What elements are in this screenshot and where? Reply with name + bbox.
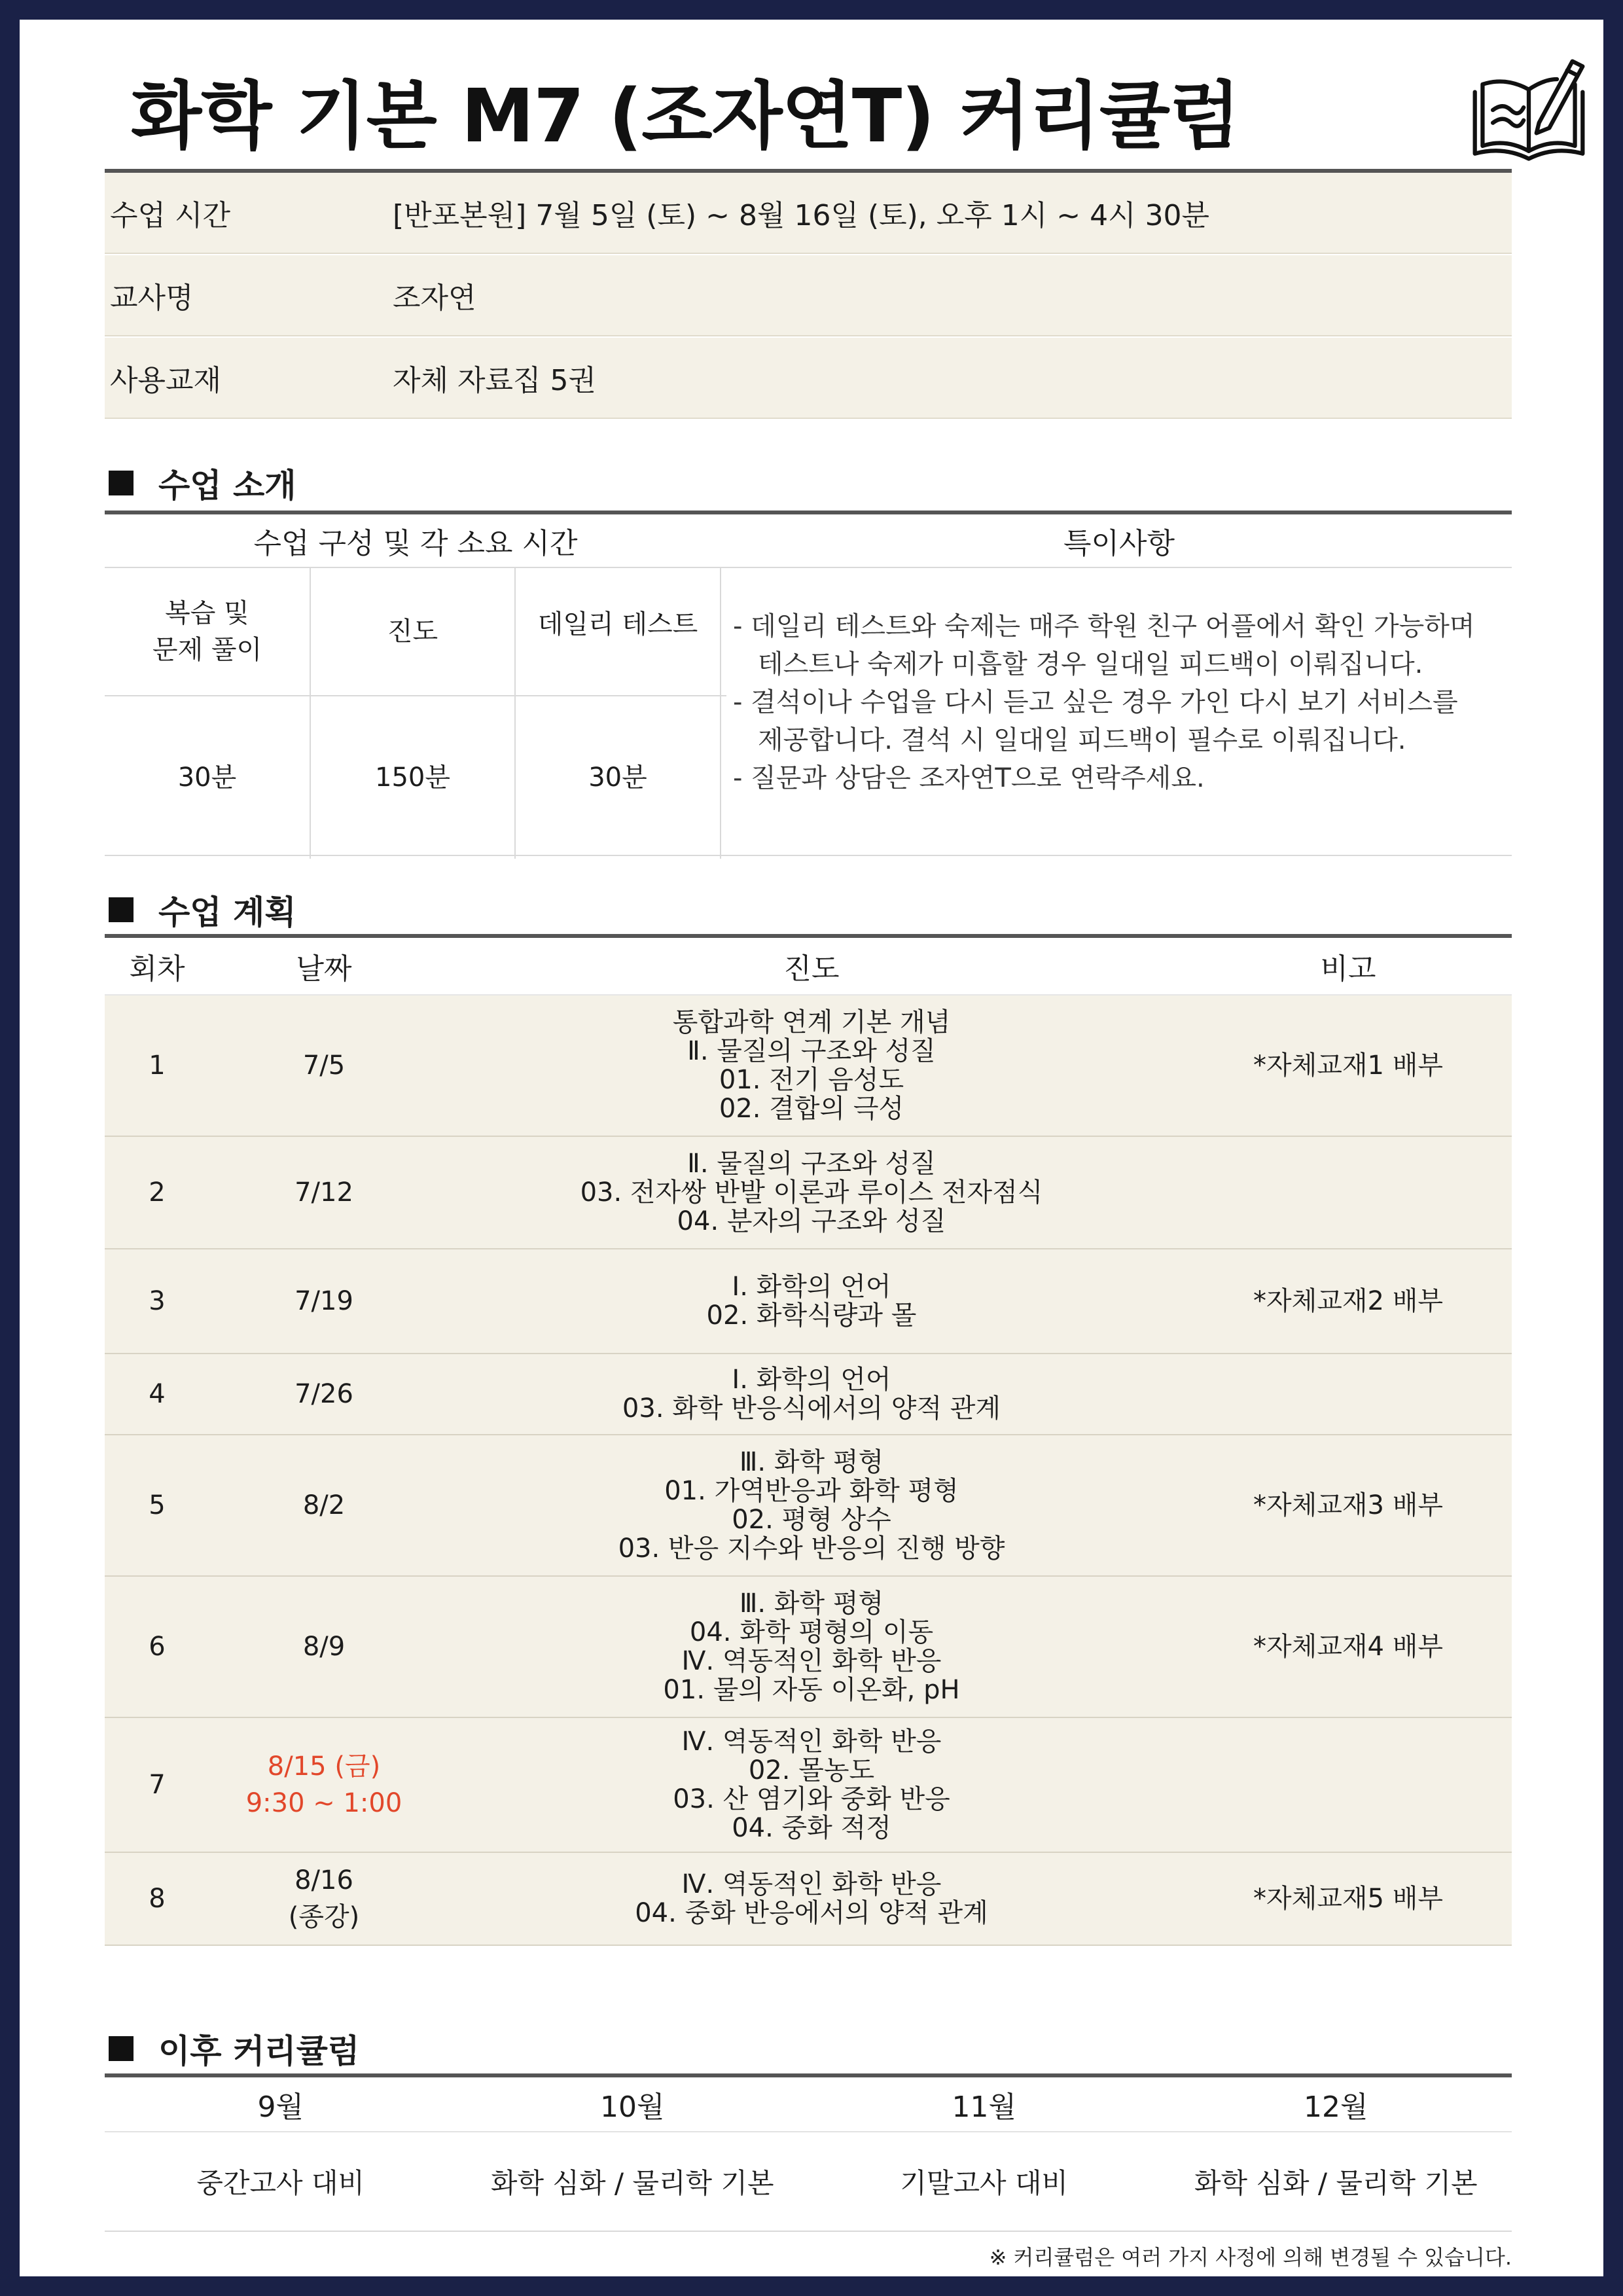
progress-line: Ⅱ. 물질의 구조와 성질 (687, 1036, 936, 1066)
col-header-remarks: 비고 (1320, 952, 1376, 986)
table-row (105, 1853, 1512, 1946)
table-row (105, 1718, 1512, 1853)
composition-item-time: 150분 (375, 762, 450, 793)
info-label: 교사명 (110, 281, 194, 315)
section-heading-text: 이후 커리큘럼 (158, 2032, 360, 2070)
progress-line: Ⅲ. 화학 평형 (739, 1447, 884, 1477)
info-row-class-time (105, 173, 1512, 254)
progress-line: 통합과학 연계 기본 개념 (672, 1007, 951, 1037)
progress-line: 01. 전기 음성도 (719, 1065, 904, 1095)
section-heading-intro (105, 459, 296, 507)
composition-item-time: 30분 (588, 762, 647, 793)
col-header-progress: 진도 (783, 952, 840, 986)
session-cell: 8 (149, 1884, 166, 1914)
progress-line: 02. 화학식량과 몰 (706, 1300, 917, 1331)
progress-line: Ⅲ. 화학 평형 (739, 1588, 884, 1619)
date-line: 7/12 (294, 1177, 353, 1208)
date-cell (209, 1487, 438, 1524)
progress-line: 04. 분자의 구조와 성질 (677, 1206, 946, 1236)
session-cell: 6 (149, 1632, 166, 1662)
progress-line: 03. 전자쌍 반발 이론과 루이스 전자점식 (580, 1177, 1043, 1208)
date-line: 9:30 ~ 1:00 (245, 1788, 402, 1818)
progress-cell (438, 1272, 1185, 1330)
progress-line: 02. 평형 상수 (732, 1505, 891, 1535)
date-line: 7/26 (294, 1379, 353, 1409)
info-row-teacher (105, 255, 1512, 336)
date-cell (209, 1047, 438, 1084)
remarks-cell: *자체교재4 배부 (1253, 1632, 1443, 1662)
remarks-cell: *자체교재3 배부 (1253, 1490, 1443, 1520)
info-row-textbook (105, 338, 1512, 419)
plan-table-body (105, 996, 1512, 1946)
progress-line: Ⅱ. 물질의 구조와 성질 (687, 1149, 936, 1179)
progress-line: 02. 결합의 극성 (719, 1094, 904, 1124)
date-cell (209, 1174, 438, 1211)
progress-line: 01. 가역반응과 화학 평형 (664, 1476, 959, 1506)
date-line: 8/16 (294, 1865, 353, 1895)
composition-item-name: 복습 및 문제 풀이 (152, 598, 262, 665)
future-months-row (105, 2077, 1512, 2132)
section-heading-text: 수업 계획 (158, 893, 296, 931)
progress-line: 03. 화학 반응식에서의 양적 관계 (622, 1393, 1001, 1424)
progress-cell (438, 1589, 1185, 1704)
session-cell: 1 (149, 1050, 166, 1081)
future-month: 9월 (257, 2090, 304, 2124)
section-heading-future (105, 2025, 359, 2072)
info-label: 사용교재 (110, 364, 222, 397)
progress-line: 04. 화학 평형의 이동 (689, 1617, 934, 1647)
square-bullet-icon (109, 897, 134, 922)
remarks-cell: *자체교재2 배부 (1253, 1286, 1443, 1316)
square-bullet-icon (109, 471, 134, 495)
session-cell: 2 (149, 1177, 166, 1208)
progress-cell (438, 1727, 1185, 1842)
info-value: [반포본원] 7월 5일 (토) ~ 8월 16일 (토), 오후 1시 ~ 4시 30분 (393, 199, 1210, 232)
session-cell: 3 (149, 1286, 166, 1316)
date-line: 8/9 (302, 1632, 346, 1662)
progress-line: Ⅰ. 화학의 언어 (732, 1365, 891, 1395)
session-cell: 5 (149, 1490, 166, 1520)
progress-line: 03. 반응 지수와 반응의 진행 방향 (618, 1534, 1005, 1564)
remarks-cell: *자체교재5 배부 (1253, 1884, 1443, 1914)
progress-cell (438, 1870, 1185, 1928)
date-cell (209, 1862, 438, 1935)
date-cell (209, 1628, 438, 1665)
note-item: - 데일리 테스트와 숙제는 매주 학원 친구 어플에서 확인 가능하며 테스트나 숙제가 미흡할 경우 일대일 피드백이 이뤄집니다. (733, 611, 1475, 679)
col-header-session: 회차 (129, 952, 185, 986)
future-topic: 중간고사 대비 (196, 2167, 365, 2199)
col-header-date: 날짜 (296, 952, 352, 986)
divider (720, 568, 721, 859)
future-month: 11월 (952, 2090, 1016, 2124)
table-row (105, 996, 1512, 1137)
table-row (105, 1435, 1512, 1577)
date-line: 8/15 (금) (267, 1751, 381, 1782)
notes-list (726, 568, 1512, 859)
page-title: 화학 기본 M7 (조자연T) 커리큘럼 (131, 74, 1240, 159)
progress-line: 01. 물의 자동 이온화, pH (663, 1675, 960, 1705)
future-curriculum-table (105, 2073, 1512, 2232)
composition-item-name: 데일리 테스트 (537, 609, 698, 639)
progress-cell (438, 1008, 1185, 1123)
date-line: 7/5 (302, 1050, 346, 1081)
composition-header: 수업 구성 및 각 소요 시간 (253, 527, 578, 560)
page (20, 20, 1603, 2276)
section-heading-text: 수업 소개 (158, 467, 296, 505)
info-label: 수업 시간 (110, 199, 231, 232)
date-cell (209, 1376, 438, 1412)
info-value: 조자연 (393, 281, 476, 315)
progress-line: 04. 중화 반응에서의 양적 관계 (635, 1898, 988, 1928)
intro-table (105, 511, 1512, 856)
footnote: ※ 커리큘럼은 여러 가지 사정에 의해 변경될 수 있습니다. (989, 2245, 1512, 2270)
future-topics-row (105, 2132, 1512, 2231)
future-month: 12월 (1304, 2090, 1368, 2124)
composition-item-name: 진도 (387, 617, 438, 647)
progress-line: 04. 중화 적정 (732, 1813, 891, 1843)
plan-table (105, 934, 1512, 1946)
remarks-cell: *자체교재1 배부 (1253, 1050, 1443, 1081)
progress-line: Ⅳ. 역동적인 화학 반응 (681, 1869, 942, 1899)
note-item: - 질문과 상담은 조자연T으로 연락주세요. (733, 763, 1205, 793)
session-cell: 7 (149, 1770, 166, 1800)
square-bullet-icon (109, 2036, 134, 2061)
table-row (105, 1577, 1512, 1718)
table-row (105, 1249, 1512, 1354)
progress-line: Ⅰ. 화학의 언어 (732, 1272, 891, 1302)
date-cell (209, 1283, 438, 1319)
future-topic: 화학 심화 / 물리학 기본 (490, 2167, 774, 2199)
session-cell: 4 (149, 1379, 166, 1409)
progress-cell (438, 1448, 1185, 1563)
notes-header: 특이사항 (1063, 527, 1175, 560)
progress-line: Ⅳ. 역동적인 화학 반응 (681, 1646, 942, 1676)
progress-line: 02. 몰농도 (748, 1755, 875, 1785)
table-row (105, 1354, 1512, 1435)
date-line: 7/19 (294, 1286, 353, 1316)
future-topic: 화학 심화 / 물리학 기본 (1194, 2167, 1478, 2199)
progress-cell (438, 1149, 1185, 1236)
section-heading-plan (105, 886, 296, 933)
composition-item-time: 30분 (177, 762, 237, 793)
progress-line: Ⅳ. 역동적인 화학 반응 (681, 1727, 942, 1757)
plan-table-header (105, 938, 1512, 996)
date-cell (209, 1748, 438, 1821)
open-book-pen-icon (1465, 48, 1593, 177)
note-item: - 결석이나 수업을 다시 듣고 싶은 경우 가인 다시 보기 서비스를 제공합니다. 결석 시 일대일 피드백이 필수로 이뤄집니다. (733, 687, 1458, 755)
progress-cell (438, 1365, 1185, 1423)
info-value: 자체 자료집 5권 (393, 364, 596, 397)
progress-line: 03. 산 염기와 중화 반응 (673, 1784, 950, 1814)
future-topic: 기말고사 대비 (900, 2167, 1069, 2199)
future-month: 10월 (600, 2090, 665, 2124)
table-row (105, 1137, 1512, 1249)
date-line: (종강) (288, 1902, 360, 1932)
date-line: 8/2 (302, 1490, 346, 1520)
